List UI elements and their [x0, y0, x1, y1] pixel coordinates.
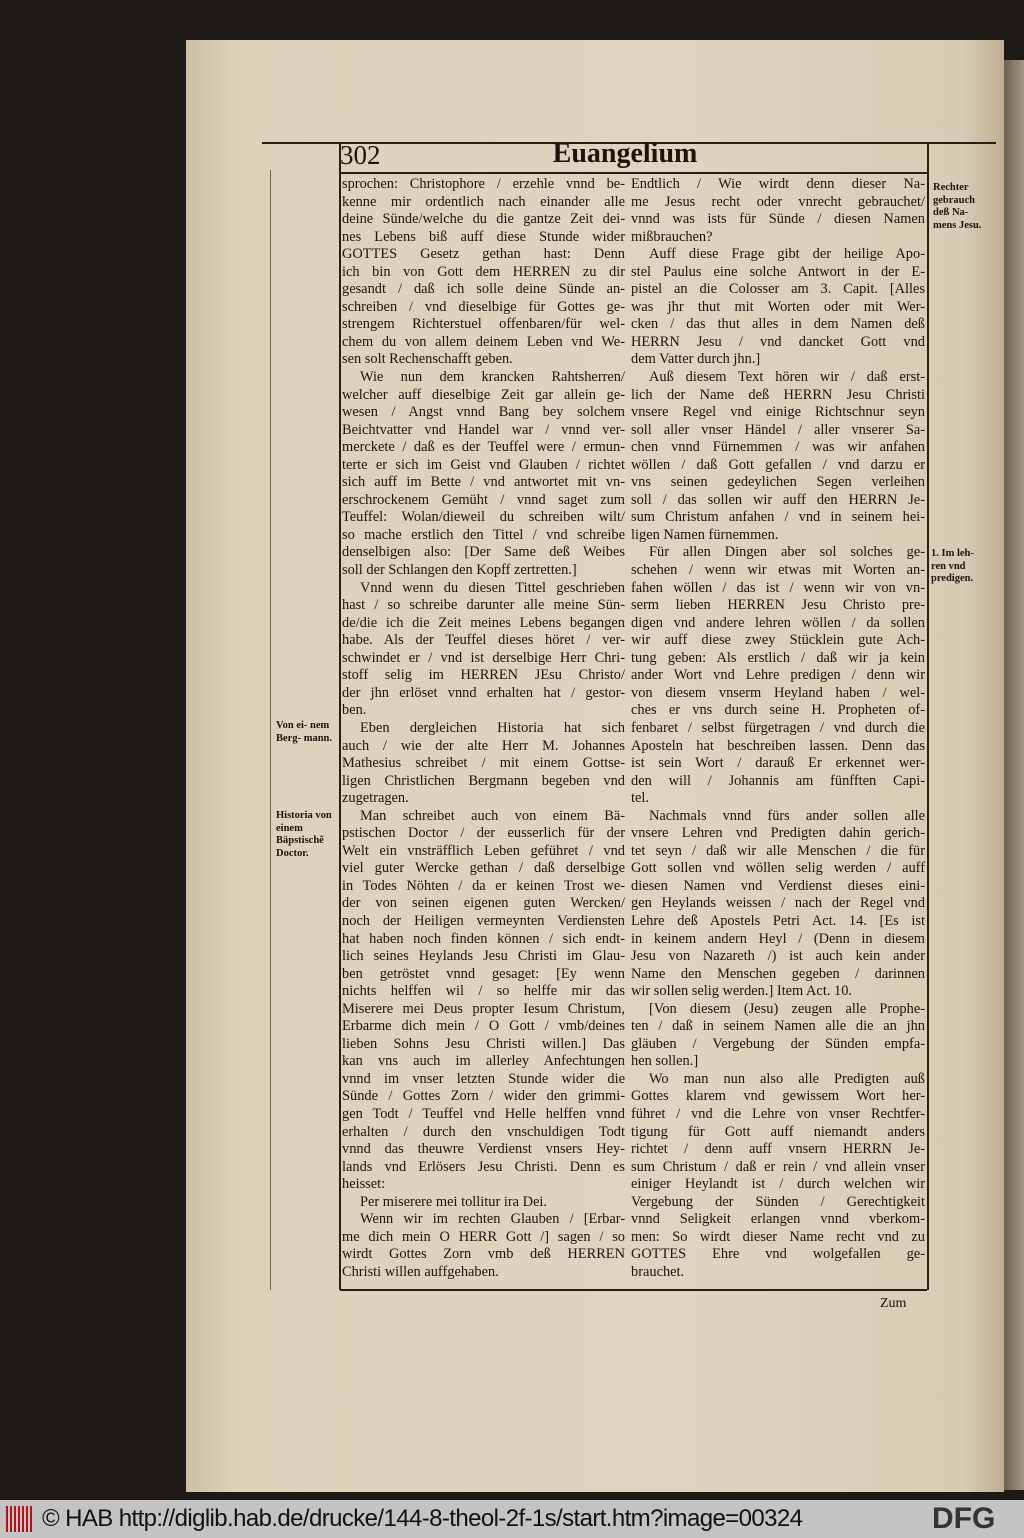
left-column-border — [339, 142, 341, 1290]
text-line: Vergebung der Sünden / Gerechtigkeit — [631, 1193, 925, 1210]
text-line: gen Heylands weissen / nach der Regel vnd — [631, 895, 925, 912]
margin-note-im-lehren: 1. Im leh- ren vnd predigen. — [931, 548, 974, 584]
text-line: Christi willen auffgehaben. — [342, 1263, 499, 1280]
text-line: Gottes klarem vnd gewissem Wort her- — [631, 1088, 925, 1105]
text-line: Nachmals vnnd fürs ander sollen alle — [649, 807, 925, 824]
text-line: Vnnd wenn du diesen Tittel geschrieben — [360, 579, 625, 596]
text-line: nes Lebens biß auff diese Stunde wider — [342, 228, 625, 245]
text-line: erhalten / durch den vnschuldigen Todt — [342, 1123, 625, 1140]
text-line: hat haben noch finden können / sich endt- — [342, 930, 625, 947]
text-line: soll der Schlangen den Kopff zertretten.] — [342, 562, 577, 579]
catchword: Zum — [880, 1296, 907, 1311]
text-line: Auff diese Frage gibt der heilige Apo- — [649, 246, 925, 263]
text-line: sum Christum anfahen / vnd in seinem hei- — [631, 509, 925, 526]
text-line: cken / das thut alles in dem Namen deß — [631, 316, 925, 333]
text-line: lich seines Heylands Jesu Christi im Glau- — [342, 948, 625, 965]
text-line: strengem Richterstuel offenbaren/für wel- — [342, 316, 625, 333]
text-line: Lehre deß Apostels Petri Act. 14. [Es ist — [631, 912, 925, 929]
left-text-column — [342, 176, 625, 1281]
text-line: Jesu von Nazareth /) ist auch kein ander — [631, 948, 925, 965]
text-line: tel. — [631, 790, 649, 807]
text-line: kan vns auch im allerley Anfechtungen — [342, 1053, 625, 1070]
margin-note-historia: Historia von einem Bäpstischẽ Doctor. — [276, 810, 332, 859]
margin-border — [270, 170, 271, 1290]
text-line: merckete / daß es der Teuffel were / ermun- — [342, 439, 625, 456]
margin-note-rechter-gebrauch: Rechter gebrauch deß Na- mens Jesu. — [933, 182, 982, 231]
text-line: fenbaret / selbst fürgetragen / vnd durch die — [631, 719, 925, 736]
text-line: Name den Menschen gegeben / darinnen — [631, 965, 925, 982]
text-line: hen sollen.] — [631, 1053, 699, 1070]
text-line: denselbigen also: [Der Same deß Weibes — [342, 544, 625, 561]
text-line: vnnd das theuwre Verdienst vnsers Hey- — [342, 1141, 625, 1158]
text-line: Teuffel: Wolan/dieweil du schreiben wilt/ — [342, 509, 625, 526]
text-line: ches er vns durch seine H. Propheten of- — [631, 702, 925, 719]
text-line: chem du von allem deinem Leben vnd We- — [342, 333, 625, 350]
text-line: Mathesius schreibet / mit einem Gottse- — [342, 755, 625, 772]
text-line: de/die ich die Zeit meines Lebens begangen — [342, 614, 625, 631]
text-line: me Jesus recht oder vnrecht gebrauchet/ — [631, 193, 925, 210]
text-line: dem Vatter durch jhn.] — [631, 351, 761, 368]
text-line: so mache erstlich den Tittel / vnd schreibe — [342, 526, 625, 543]
text-line: tet seyn / daß wir alle Menschen / die für — [631, 842, 925, 859]
text-line: GOTTES Gesetz gethan hast: Denn — [342, 246, 625, 263]
text-line: vnnd was ists für Sünde / diesen Namen — [631, 211, 925, 228]
text-line: Beichtvatter vnd Handel war / vnnd ver- — [342, 421, 625, 438]
text-line: führet / vnd die Lehre von vnser Rechtfer- — [631, 1105, 925, 1122]
copyright-link[interactable]: © HAB http://diglib.hab.de/drucke/144-8-theol-2f-1s/start.htm?image=00324 — [42, 1505, 803, 1532]
right-column-border — [927, 142, 929, 1290]
text-line: nichts helffen wil / so helffe mir das — [342, 983, 625, 1000]
text-line: was jhr thut mit Worten oder mit Wer- — [631, 298, 925, 315]
text-line: richtet / denn auff vnsern HERRN Je- — [631, 1141, 925, 1158]
text-line: vnnd im vnser letzten Stunde wider die — [342, 1070, 625, 1087]
text-line: gesandt / daß ich solle deine Sünde an- — [342, 281, 625, 298]
dfg-logo: DFG — [932, 1502, 996, 1535]
text-line: serm lieben HERREN Jesu Christo pre- — [631, 597, 925, 614]
text-line: deine Sünde/welche du die gantze Zeit dei- — [342, 211, 625, 228]
text-line: sen solt Rechenschafft geben. — [342, 351, 513, 368]
text-line: hast / so schreibe darunter alle meine Sün- — [342, 597, 625, 614]
text-line: heisset: — [342, 1176, 386, 1193]
text-line: von diesem vnserm Heyland haben / wel- — [631, 684, 925, 701]
text-line: tung geben: Als erstlich / daß wir ja kein — [631, 649, 925, 666]
text-line: men: So wirdt dieser Name recht vnd zu — [631, 1228, 925, 1245]
text-line: terte er sich im Geist vnd Glauben / richtet — [342, 456, 625, 473]
text-line: viel guter Wercke gethan / daß derselbige — [342, 860, 625, 877]
hab-logo-icon — [6, 1506, 32, 1532]
text-line: fahen wöllen / das ist / wenn wir von vn- — [631, 579, 925, 596]
text-line: ben. — [342, 702, 367, 719]
text-line: gläuben / Vergebung der Sünden empfa- — [631, 1035, 925, 1052]
text-line: wirdt Gottes Zorn vmb deß HERREN — [342, 1246, 625, 1263]
running-title: Euangelium — [552, 138, 698, 169]
text-line: ligen Namen fürnemmen. — [631, 526, 779, 543]
text-line: HERRN Jesu / vnd dancket Gott vnd — [631, 333, 925, 350]
text-line: tigung für Gott auff niemandt anders — [631, 1123, 925, 1140]
text-line: ten / daß in seinem Namen alle die an jhn — [631, 1018, 925, 1035]
text-line: schehen / wenn wir etwas mit Worten an- — [631, 562, 925, 579]
text-line: Sünde / Gottes Zorn / wider den grimmi- — [342, 1088, 625, 1105]
text-line: soll / das sollen wir auff den HERRN Je- — [631, 491, 925, 508]
text-line: gen Todt / Teuffel vnd Helle helffen vnnd — [342, 1105, 625, 1122]
text-line: Welt ein vnsträfflich Leben geführet / vnd — [342, 842, 625, 859]
text-line: habe. Als der Teuffel dieses höret / ver- — [342, 632, 625, 649]
text-line: pstischen Doctor / der eusserlich für der — [342, 825, 625, 842]
text-line: Wenn wir im rechten Glauben / [Erbar- — [360, 1211, 625, 1228]
text-line: einiger Heylandt ist / durch welchen wir — [631, 1176, 925, 1193]
text-line: ligen Christlichen Bergmann begeben vnd — [342, 772, 625, 789]
text-line: wir sollen selig werden.] Item Act. 10. — [631, 983, 853, 1000]
text-line: vnsere Lehren vnd Predigten dahin gerich- — [631, 825, 925, 842]
text-line: Wie nun dem krancken Rahtsherren/ — [360, 369, 625, 386]
page-number: 302 — [340, 140, 381, 170]
text-line: schreiben / vnd dieselbige für Gottes ge- — [342, 298, 625, 315]
text-line: Miserere mei Deus propter Iesum Christum, — [342, 1000, 625, 1017]
text-line: digen vnd andere lehren wöllen / da sollen — [631, 614, 925, 631]
text-line: wesen / Angst vnnd Bang bey solchem — [342, 404, 625, 421]
text-line: stoff selig im HERREN JEsu Christo/ — [342, 667, 625, 684]
text-line: ich bin von Gott dem HERREN zu dir — [342, 263, 625, 280]
text-line: den will / Johannis am fünfften Capi- — [631, 772, 925, 789]
text-line: ist sein Wort / darauß Er erkennet wer- — [631, 755, 925, 772]
text-line: pistel an die Colosser am 3. Capit. [Alles — [631, 281, 925, 298]
right-text-column — [631, 176, 925, 1281]
text-line: der jhn erlöset vnnd erhalten hat / gestor- — [342, 684, 625, 701]
text-line: sprochen: Christophore / erzehle vnnd be- — [342, 176, 625, 192]
text-line: Wo man nun also alle Predigten auß — [649, 1070, 925, 1087]
text-line: Eben dergleichen Historia hat sich — [360, 719, 625, 736]
text-line: diesen Namen vnd Verdienst dieses eini- — [631, 877, 925, 894]
text-line: Aposteln hat beschreiben lassen. Denn das — [631, 737, 925, 754]
text-line: vnsere Regel vnd einige Richtschnur seyn — [631, 404, 925, 421]
text-line: ander Wort vnd Lehre predigen / denn wir — [631, 667, 925, 684]
text-line: ben getröstet vnnd gesaget: [Ey wenn — [342, 965, 625, 982]
text-line: Man schreibet auch von einem Bä- — [360, 807, 625, 824]
text-line: sum Christum / daß er rein / vnd allein vnser — [631, 1158, 925, 1175]
text-line: Endtlich / Wie wirdt denn dieser Na- — [631, 176, 925, 192]
text-line: me dich mein O HERR Gott /] sagen / so — [342, 1228, 625, 1245]
text-line: schwindet er / vnd ist derselbige Herr Chri- — [342, 649, 625, 666]
text-line: vnnd Seligkeit erlangen vnnd vberkom- — [631, 1211, 925, 1228]
text-line: erschrockenem Gemüht / vnnd saget zum — [342, 491, 625, 508]
text-line: wöllen / daß Gott gefallen / vnd darzu er — [631, 456, 925, 473]
text-line: der von seinen eigenen guten Wercken/ — [342, 895, 625, 912]
text-line: stel Paulus eine solche Antwort in der E- — [631, 263, 925, 280]
header-underline — [340, 172, 927, 174]
footer-rule — [340, 1289, 927, 1291]
text-line: GOTTES Ehre vnd wolgefallen ge- — [631, 1246, 925, 1263]
text-line: wir auff diese zwey Stücklein gute Ach- — [631, 632, 925, 649]
text-line: Erbarme dich mein / O Gott / vmb/deines — [342, 1018, 625, 1035]
text-line: soll aller vnser Händel / aller vnserer Sa- — [631, 421, 925, 438]
text-line: chen vnnd Fürnemmen / was wir anfahen — [631, 439, 925, 456]
text-line: in keinem andern Heyl / (Denn in diesem — [631, 930, 925, 947]
adjacent-page-edge — [1004, 60, 1024, 1490]
text-line: [Von diesem (Jesu) zeugen alle Prophe- — [649, 1000, 925, 1017]
margin-note-bergmann: Von ei- nem Berg- mann. — [276, 720, 332, 744]
text-line: Gott sollen vnd wöllen selig werden / auff — [631, 860, 925, 877]
text-line: kenne mir ordentlich nach einander alle — [342, 193, 625, 210]
text-line: Auß diesem Text hören wir / daß erst- — [649, 369, 925, 386]
text-line: in Todes Nöhten / da er keinen Trost we- — [342, 877, 625, 894]
text-line: noch der Heiligen vermeynten Verdiensten — [342, 912, 625, 929]
text-line: welcher auff dieselbige Zeit gar allein ge- — [342, 386, 625, 403]
text-line: brauchet. — [631, 1263, 685, 1280]
text-line: auch / wie der alte Herr M. Johannes — [342, 737, 625, 754]
text-line: zugetragen. — [342, 790, 409, 807]
text-line: vns seinen gedeylichen Segen verleihen — [631, 474, 925, 491]
text-line: sich auff im Bette / vnd antwortet mit vn- — [342, 474, 625, 491]
text-line: Per miserere mei tollitur ira Dei. — [360, 1193, 548, 1210]
text-line: lands vnd Erlösers Jesu Christi. Denn es — [342, 1158, 625, 1175]
text-line: mißbrauchen? — [631, 228, 713, 245]
footer-bar — [0, 1500, 1024, 1538]
text-line: lieben Sohns Jesu Christi willen.] Das — [342, 1035, 625, 1052]
text-line: Für allen Dingen aber sol solches ge- — [649, 544, 925, 561]
text-line: lich der Name deß HERRN Jesu Christi — [631, 386, 925, 403]
